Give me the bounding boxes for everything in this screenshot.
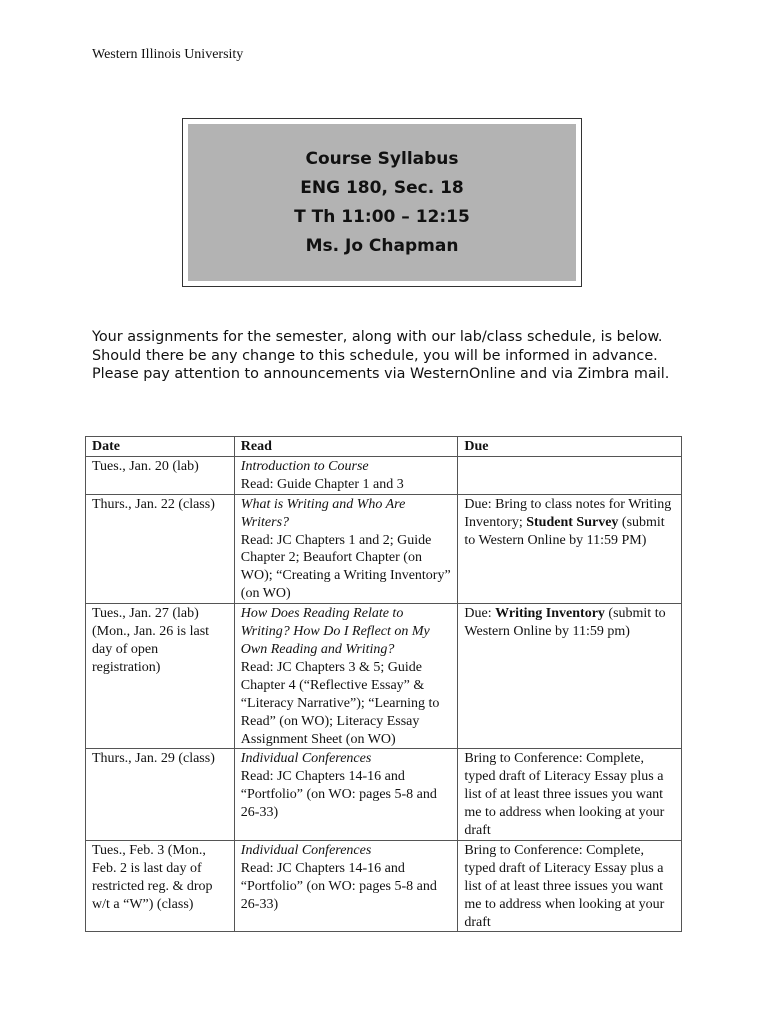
due-cell xyxy=(458,456,682,494)
read-topic: Individual Conferences xyxy=(240,751,372,767)
due-text: Bring to Conference: Complete, typed draft of Literacy Essay plus a list of at least three issues you want me to address when looking at your draft xyxy=(464,751,665,839)
read-assignment: Read: JC Chapters 14-16 and “Portfolio” (on WO: pages 5-8 and 26-33) xyxy=(240,769,437,821)
due-highlight: Student Survey xyxy=(526,514,619,530)
due-text-after: (submit to Western Online by 11:59 PM) xyxy=(464,514,665,548)
instructor-name: Ms. Jo Chapman xyxy=(305,235,459,256)
due-cell xyxy=(458,604,682,749)
date-cell: Thurs., Jan. 29 (class) xyxy=(86,749,235,841)
read-topic: How Does Reading Relate to Writing? How Do I Reflect on My Own Reading and Writing? xyxy=(240,606,430,657)
read-topic: What is Writing and Who Are Writers? xyxy=(240,496,406,530)
schedule-table xyxy=(85,436,682,932)
read-cell xyxy=(234,749,458,841)
due-text: Due: xyxy=(464,606,496,622)
course-title-box xyxy=(182,118,582,287)
university-name: Western Illinois University xyxy=(92,47,244,62)
due-cell xyxy=(458,494,682,603)
date-cell: Tues., Jan. 20 (lab) xyxy=(86,456,235,494)
read-assignment: Read: Guide Chapter 1 and 3 xyxy=(240,476,404,492)
read-topic: Individual Conferences xyxy=(240,842,372,858)
course-syllabus-heading: Course Syllabus xyxy=(305,148,459,169)
header-read: Read xyxy=(234,437,458,457)
table-header-row xyxy=(86,437,682,457)
table-row xyxy=(86,840,682,932)
due-cell xyxy=(458,749,682,841)
read-assignment: Read: JC Chapters 14-16 and “Portfolio” (on WO: pages 5-8 and 26-33) xyxy=(240,860,437,912)
header-due: Due xyxy=(458,437,682,457)
due-text-after: (submit to Western Online by 11:59 pm) xyxy=(464,606,666,640)
table-row xyxy=(86,456,682,494)
intro-paragraph: Your assignments for the semester, along with our lab/class schedule, is below. Should there be any change to this schedule, you will be informed in advance. Please pay attention to announcements via WesternOnline and via Zimbra mail. xyxy=(92,329,670,382)
course-title-panel xyxy=(188,124,576,281)
date-cell: Tues., Feb. 3 (Mon., Feb. 2 is last day of restricted reg. & drop w/t a “W”) (class) xyxy=(86,840,235,932)
due-cell xyxy=(458,840,682,932)
date-cell: Thurs., Jan. 22 (class) xyxy=(86,494,235,603)
due-highlight: Writing Inventory xyxy=(495,606,605,622)
table-row xyxy=(86,604,682,749)
course-code: ENG 180, Sec. 18 xyxy=(300,177,464,198)
course-time: T Th 11:00 – 12:15 xyxy=(294,206,470,227)
read-cell xyxy=(234,456,458,494)
read-cell xyxy=(234,604,458,749)
due-text: Due: Bring to class notes for Writing Inventory; xyxy=(464,496,672,530)
read-assignment: Read: JC Chapters 1 and 2; Guide Chapter 2; Beaufort Chapter (on WO); “Creating a Writing Inventory” (on WO) xyxy=(240,532,451,602)
read-topic: Introduction to Course xyxy=(240,458,369,474)
header-date: Date xyxy=(86,437,235,457)
read-cell xyxy=(234,840,458,932)
read-cell xyxy=(234,494,458,603)
table-row xyxy=(86,494,682,603)
due-text: Bring to Conference: Complete, typed draft of Literacy Essay plus a list of at least three issues you want me to address when looking at your draft xyxy=(464,842,665,930)
read-assignment: Read: JC Chapters 3 & 5; Guide Chapter 4 (“Reflective Essay” & “Literacy Narrative”); “Learning to Read” (on WO); Literacy Essay Assignment Sheet (on WO) xyxy=(240,659,440,747)
table-row xyxy=(86,749,682,841)
date-cell: Tues., Jan. 27 (lab) (Mon., Jan. 26 is last day of open registration) xyxy=(86,604,235,749)
